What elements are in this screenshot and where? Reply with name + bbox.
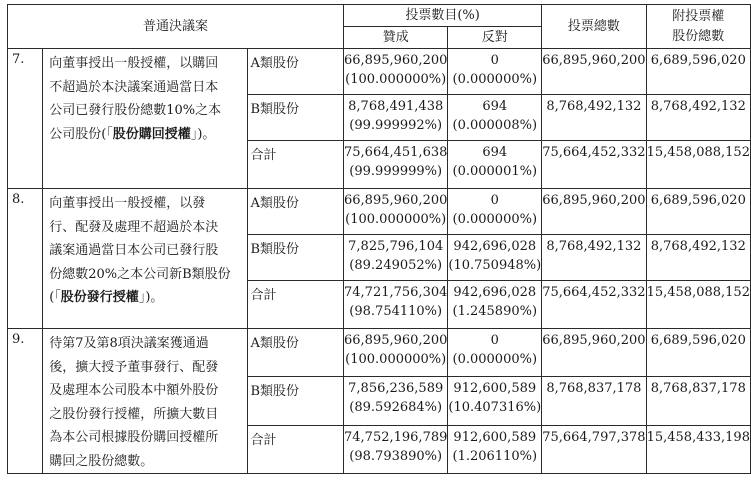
resolutions-body bbox=[8, 49, 751, 474]
votes-against-value: 912,600,589 bbox=[453, 429, 537, 445]
resolution-text-line: 份總數20%之本公司新B類股份 bbox=[49, 266, 231, 282]
resolution-text-line: 待第7及第8項決議案獲通過 bbox=[49, 336, 209, 351]
resolution-text-line: 議案通過當日本公司已發行股 bbox=[49, 243, 219, 258]
votes-for-percent: (100.000000%) bbox=[345, 72, 447, 87]
resolution-number: 7. bbox=[8, 49, 43, 189]
resolution-text-line: 公司股份(「股份購回授權」)。 bbox=[49, 126, 216, 142]
votes-for-cell bbox=[344, 425, 448, 473]
votes-against-percent: (0.000001%) bbox=[452, 164, 538, 179]
votes-for-value: 66,895,960,200 bbox=[344, 53, 448, 68]
votes-against-cell bbox=[448, 141, 542, 189]
votes-for-percent: (99.999992%) bbox=[349, 118, 443, 133]
votes-against-value: 0 bbox=[490, 53, 499, 68]
resolution-text bbox=[43, 189, 248, 329]
total-votes-value: 75,664,452,332 bbox=[542, 141, 646, 189]
votes-against-value: 694 bbox=[482, 145, 508, 160]
mandate-name: 股份購回授權 bbox=[112, 126, 191, 142]
share-class-label: B類股份 bbox=[248, 235, 344, 281]
votes-against-cell bbox=[448, 235, 542, 281]
voting-shares-value: 8,768,492,132 bbox=[646, 95, 750, 141]
voting-shares-value: 8,768,492,132 bbox=[646, 235, 750, 281]
votes-for-value: 74,752,196,789 bbox=[344, 429, 448, 445]
header-voting-shares-line1: 附投票權 bbox=[672, 8, 725, 24]
voting-shares-value: 15,458,088,152 bbox=[646, 141, 750, 189]
votes-against-cell bbox=[448, 189, 542, 235]
votes-for-value: 8,768,491,438 bbox=[348, 99, 444, 114]
resolution-text-line: 之股份發行授權，所擴大數目 bbox=[49, 406, 219, 422]
share-class-label: A類股份 bbox=[248, 189, 344, 235]
resolution-text-line: 購回之股份總數。 bbox=[49, 453, 154, 469]
votes-for-value: 74,721,756,304 bbox=[344, 285, 448, 300]
header-for: 贊成 bbox=[344, 27, 448, 49]
votes-for-value: 66,895,960,200 bbox=[344, 193, 448, 208]
votes-for-cell bbox=[344, 281, 448, 329]
votes-against-cell bbox=[448, 425, 542, 473]
resolution-text bbox=[43, 329, 248, 474]
votes-for-percent: (99.999999%) bbox=[349, 164, 443, 179]
voting-shares-value: 8,768,837,178 bbox=[646, 377, 750, 425]
votes-for-cell bbox=[344, 377, 448, 425]
header-voting-shares bbox=[646, 5, 750, 49]
votes-against-value: 942,696,028 bbox=[453, 239, 537, 254]
resolution-text bbox=[43, 49, 248, 189]
total-votes-value: 8,768,837,178 bbox=[542, 377, 646, 425]
votes-against-value: 694 bbox=[482, 99, 508, 114]
share-class-label: 合計 bbox=[248, 141, 344, 189]
total-votes-value: 66,895,960,200 bbox=[542, 49, 646, 95]
header-total-votes: 投票總數 bbox=[542, 5, 646, 49]
votes-against-percent: (10.407316%) bbox=[448, 400, 542, 416]
share-class-label: B類股份 bbox=[248, 377, 344, 425]
header-resolution: 普通決議案 bbox=[8, 5, 344, 49]
resolution-text-line: 不超過於本決議案通過當日本 bbox=[49, 79, 219, 95]
votes-against-value: 0 bbox=[490, 333, 499, 348]
table-row bbox=[8, 189, 751, 235]
votes-against-percent: (0.000008%) bbox=[452, 118, 538, 133]
voting-shares-value: 6,689,596,020 bbox=[646, 329, 750, 377]
share-class-label: 合計 bbox=[248, 281, 344, 329]
share-class-label: A類股份 bbox=[248, 329, 344, 377]
votes-against-cell bbox=[448, 281, 542, 329]
votes-for-percent: (98.754110%) bbox=[349, 304, 443, 319]
votes-for-percent: (100.000000%) bbox=[345, 352, 447, 367]
share-class-label: 合計 bbox=[248, 425, 344, 473]
votes-for-cell bbox=[344, 189, 448, 235]
resolution-text-line: 及處理本公司股本中額外股份 bbox=[49, 383, 219, 398]
votes-against-cell bbox=[448, 377, 542, 425]
voting-shares-value: 15,458,088,152 bbox=[646, 281, 750, 329]
votes-for-cell bbox=[344, 329, 448, 377]
resolution-number: 8. bbox=[8, 189, 43, 329]
votes-for-cell bbox=[344, 235, 448, 281]
total-votes-value: 8,768,492,132 bbox=[542, 235, 646, 281]
total-votes-value: 75,664,452,332 bbox=[542, 281, 646, 329]
resolution-text-line: 公司已發行股份總數10%之本 bbox=[49, 103, 222, 118]
voting-shares-value: 6,689,596,020 bbox=[646, 189, 750, 235]
votes-against-percent: (1.206110%) bbox=[452, 448, 538, 464]
voting-shares-value: 15,458,433,198 bbox=[646, 425, 750, 473]
resolution-text-line: 向董事授出一般授權，以購回 bbox=[49, 56, 219, 71]
votes-against-cell bbox=[448, 329, 542, 377]
header-votes: 投票數目(%) bbox=[344, 5, 542, 27]
total-votes-value: 66,895,960,200 bbox=[542, 329, 646, 377]
votes-against-percent: (0.000000%) bbox=[452, 212, 538, 227]
total-votes-value: 66,895,960,200 bbox=[542, 189, 646, 235]
votes-for-percent: (98.793890%) bbox=[349, 448, 443, 464]
resolution-text-line: 為本公司根據股份購回授權所 bbox=[49, 430, 219, 445]
header-against: 反對 bbox=[448, 27, 542, 49]
votes-against-cell bbox=[448, 49, 542, 95]
resolution-text-line: 向董事授出一般授權，以發 bbox=[49, 196, 206, 211]
votes-against-value: 942,696,028 bbox=[453, 285, 537, 300]
votes-for-cell bbox=[344, 95, 448, 141]
total-votes-value: 8,768,492,132 bbox=[542, 95, 646, 141]
total-votes-value: 75,664,797,378 bbox=[542, 425, 646, 473]
votes-for-cell bbox=[344, 141, 448, 189]
voting-shares-value: 6,689,596,020 bbox=[646, 49, 750, 95]
resolution-text-line: (「股份發行授權」)。 bbox=[49, 290, 164, 305]
votes-for-value: 7,825,796,104 bbox=[348, 239, 444, 254]
votes-against-percent: (0.000000%) bbox=[452, 72, 538, 87]
table-row bbox=[8, 49, 751, 95]
resolution-text-line: 行、配發及處理不超過於本決 bbox=[49, 219, 219, 235]
resolution-number: 9. bbox=[8, 329, 43, 474]
share-class-label: A類股份 bbox=[248, 49, 344, 95]
votes-for-percent: (89.592684%) bbox=[349, 400, 443, 416]
voting-results-table-wrapper bbox=[7, 4, 751, 474]
votes-against-percent: (0.000000%) bbox=[452, 352, 538, 367]
votes-for-value: 75,664,451,638 bbox=[344, 145, 448, 160]
mandate-name: 股份發行授權 bbox=[60, 290, 139, 305]
resolution-text-line: 後，擴大授予董事發行、配發 bbox=[49, 359, 219, 375]
votes-for-percent: (100.000000%) bbox=[345, 212, 447, 227]
share-class-label: B類股份 bbox=[248, 95, 344, 141]
votes-for-value: 7,856,236,589 bbox=[348, 381, 444, 397]
votes-against-value: 912,600,589 bbox=[453, 381, 537, 397]
votes-for-cell bbox=[344, 49, 448, 95]
votes-against-value: 0 bbox=[490, 193, 499, 208]
votes-for-value: 66,895,960,200 bbox=[344, 333, 448, 348]
votes-for-percent: (89.249052%) bbox=[349, 258, 443, 273]
votes-against-cell bbox=[448, 95, 542, 141]
header-voting-shares-line2: 股份總數 bbox=[672, 28, 725, 44]
votes-against-percent: (10.750948%) bbox=[448, 258, 542, 273]
table-row bbox=[8, 329, 751, 377]
voting-results-table bbox=[7, 4, 751, 474]
votes-against-percent: (1.245890%) bbox=[452, 304, 538, 319]
